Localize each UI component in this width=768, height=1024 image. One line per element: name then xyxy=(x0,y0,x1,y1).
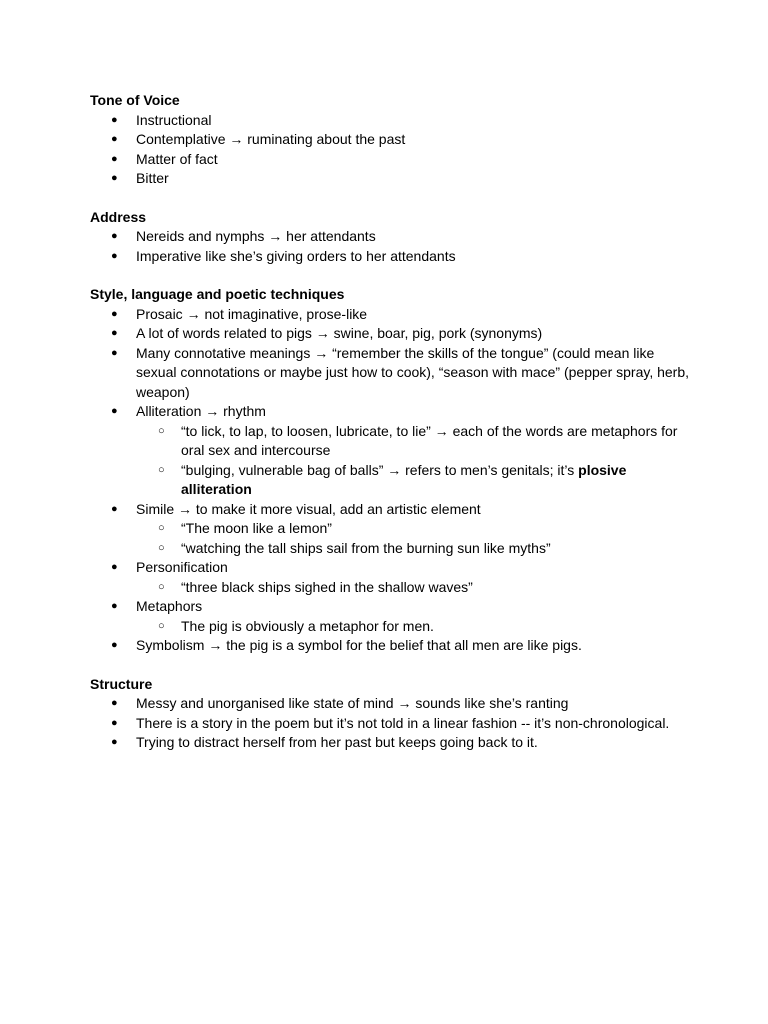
sub-list-item xyxy=(136,422,690,461)
sub-list-item xyxy=(136,539,690,559)
list-item xyxy=(90,636,690,656)
list-item xyxy=(90,597,690,636)
bullet-icon: ● xyxy=(111,307,118,320)
list-item-text: Alliteration → rhythm xyxy=(136,403,266,419)
sub-bullet-list xyxy=(136,578,690,598)
section-address xyxy=(90,208,690,267)
bullet-icon: ● xyxy=(111,346,118,359)
bullet-icon: ● xyxy=(111,327,118,339)
sub-list-item-text: “The moon like a lemon” xyxy=(181,520,332,536)
list-item-text: A lot of words related to pigs → swine, boar, pig, pork (synonyms) xyxy=(136,325,543,341)
list-item-text: Imperative like she’s giving orders to her attendants xyxy=(136,247,456,264)
list-item-text: Contemplative → ruminating about the past xyxy=(136,131,406,147)
hollow-bullet-icon: ○ xyxy=(158,424,165,437)
section-tone-of-voice xyxy=(90,91,690,189)
sub-list-item-text: “three black ships sighed in the shallow waves” xyxy=(181,578,473,595)
bullet-icon: ● xyxy=(111,697,118,709)
list-item xyxy=(90,247,690,267)
sub-bullet-list xyxy=(136,617,690,637)
list-item xyxy=(90,402,690,500)
document-page xyxy=(90,91,690,772)
sub-list-item xyxy=(136,519,690,539)
bullet-icon: ● xyxy=(111,172,118,184)
hollow-bullet-icon: ○ xyxy=(158,522,165,534)
list-item xyxy=(90,227,690,247)
list-item xyxy=(90,344,690,403)
bullet-icon: ● xyxy=(111,736,118,748)
list-item xyxy=(90,305,690,325)
bullet-list xyxy=(90,305,690,656)
bullet-icon: ● xyxy=(111,716,118,729)
bullet-icon: ● xyxy=(111,113,118,126)
sub-list-item-text: “to lick, to lap, to loosen, lubricate, to lie” → each of the words are metaphors for oral sex and intercourse xyxy=(181,422,678,458)
bullet-icon: ● xyxy=(111,249,118,262)
bullet-list xyxy=(90,694,690,753)
list-item-text: Bitter xyxy=(136,170,169,186)
list-item-text: Prosaic → not imaginative, prose-like xyxy=(136,305,368,322)
hollow-bullet-icon: ○ xyxy=(158,580,165,593)
hollow-bullet-icon: ○ xyxy=(158,619,165,632)
section-heading: Structure xyxy=(90,675,153,692)
hollow-bullet-icon: ○ xyxy=(158,463,165,476)
list-item xyxy=(90,150,690,170)
hollow-bullet-icon: ○ xyxy=(158,541,165,554)
list-item xyxy=(90,500,690,559)
sub-bullet-list xyxy=(136,519,690,558)
list-item xyxy=(90,558,690,597)
sub-bullet-list xyxy=(136,422,690,500)
list-item-text: Matter of fact xyxy=(136,150,218,167)
bullet-icon: ● xyxy=(111,502,118,515)
list-item xyxy=(90,324,690,344)
sub-list-item xyxy=(136,578,690,598)
sub-list-item-text: “bulging, vulnerable bag of balls” → refers to men’s genitals; it’s xyxy=(181,461,579,478)
list-item-text: Metaphors xyxy=(136,598,203,614)
bullet-list xyxy=(90,227,690,266)
section-structure xyxy=(90,675,690,753)
list-item-text: Nereids and nymphs → her attendants xyxy=(136,228,376,244)
bullet-icon: ● xyxy=(111,152,118,165)
sub-list-item xyxy=(136,617,690,637)
sub-list-item xyxy=(136,461,690,500)
section-heading: Tone of Voice xyxy=(90,92,180,108)
list-item xyxy=(90,714,690,734)
list-item-text: Messy and unorganised like state of mind → sounds like she’s ranting xyxy=(136,695,569,711)
sub-list-item-bold-text: plosive alliteration xyxy=(181,461,627,497)
bullet-list xyxy=(90,111,690,189)
sub-list-item-text: The pig is obviously a metaphor for men. xyxy=(181,617,434,634)
list-item-text: Trying to distract herself from her past but keeps going back to it. xyxy=(136,734,538,750)
list-item-text: There is a story in the poem but it’s not told in a linear fashion -- it’s non-chronological. xyxy=(136,714,670,731)
list-item xyxy=(90,169,690,189)
bullet-icon: ● xyxy=(111,639,118,651)
sub-list-item-text: “watching the tall ships sail from the burning sun like myths” xyxy=(181,539,551,556)
section-heading: Style, language and poetic techniques xyxy=(90,286,345,302)
bullet-icon: ● xyxy=(111,230,118,242)
list-item-text: Symbolism → the pig is a symbol for the belief that all men are like pigs. xyxy=(136,637,582,653)
list-item-text: Instructional xyxy=(136,111,212,128)
list-item xyxy=(90,111,690,131)
bullet-icon: ● xyxy=(111,600,118,612)
list-item-text: Simile → to make it more visual, add an artistic element xyxy=(136,500,481,517)
list-item xyxy=(90,130,690,150)
list-item xyxy=(90,694,690,714)
bullet-icon: ● xyxy=(111,561,118,573)
list-item-text: Many connotative meanings → “remember the skills of the tongue” (could mean like sexual connotations or maybe just how to cook), “season with mace” (pepper spray, herb, weapon) xyxy=(136,344,690,400)
section-style-language xyxy=(90,285,690,656)
bullet-icon: ● xyxy=(111,133,118,145)
section-heading: Address xyxy=(90,208,147,225)
list-item-text: Personification xyxy=(136,559,228,575)
bullet-icon: ● xyxy=(111,405,118,417)
list-item xyxy=(90,733,690,753)
